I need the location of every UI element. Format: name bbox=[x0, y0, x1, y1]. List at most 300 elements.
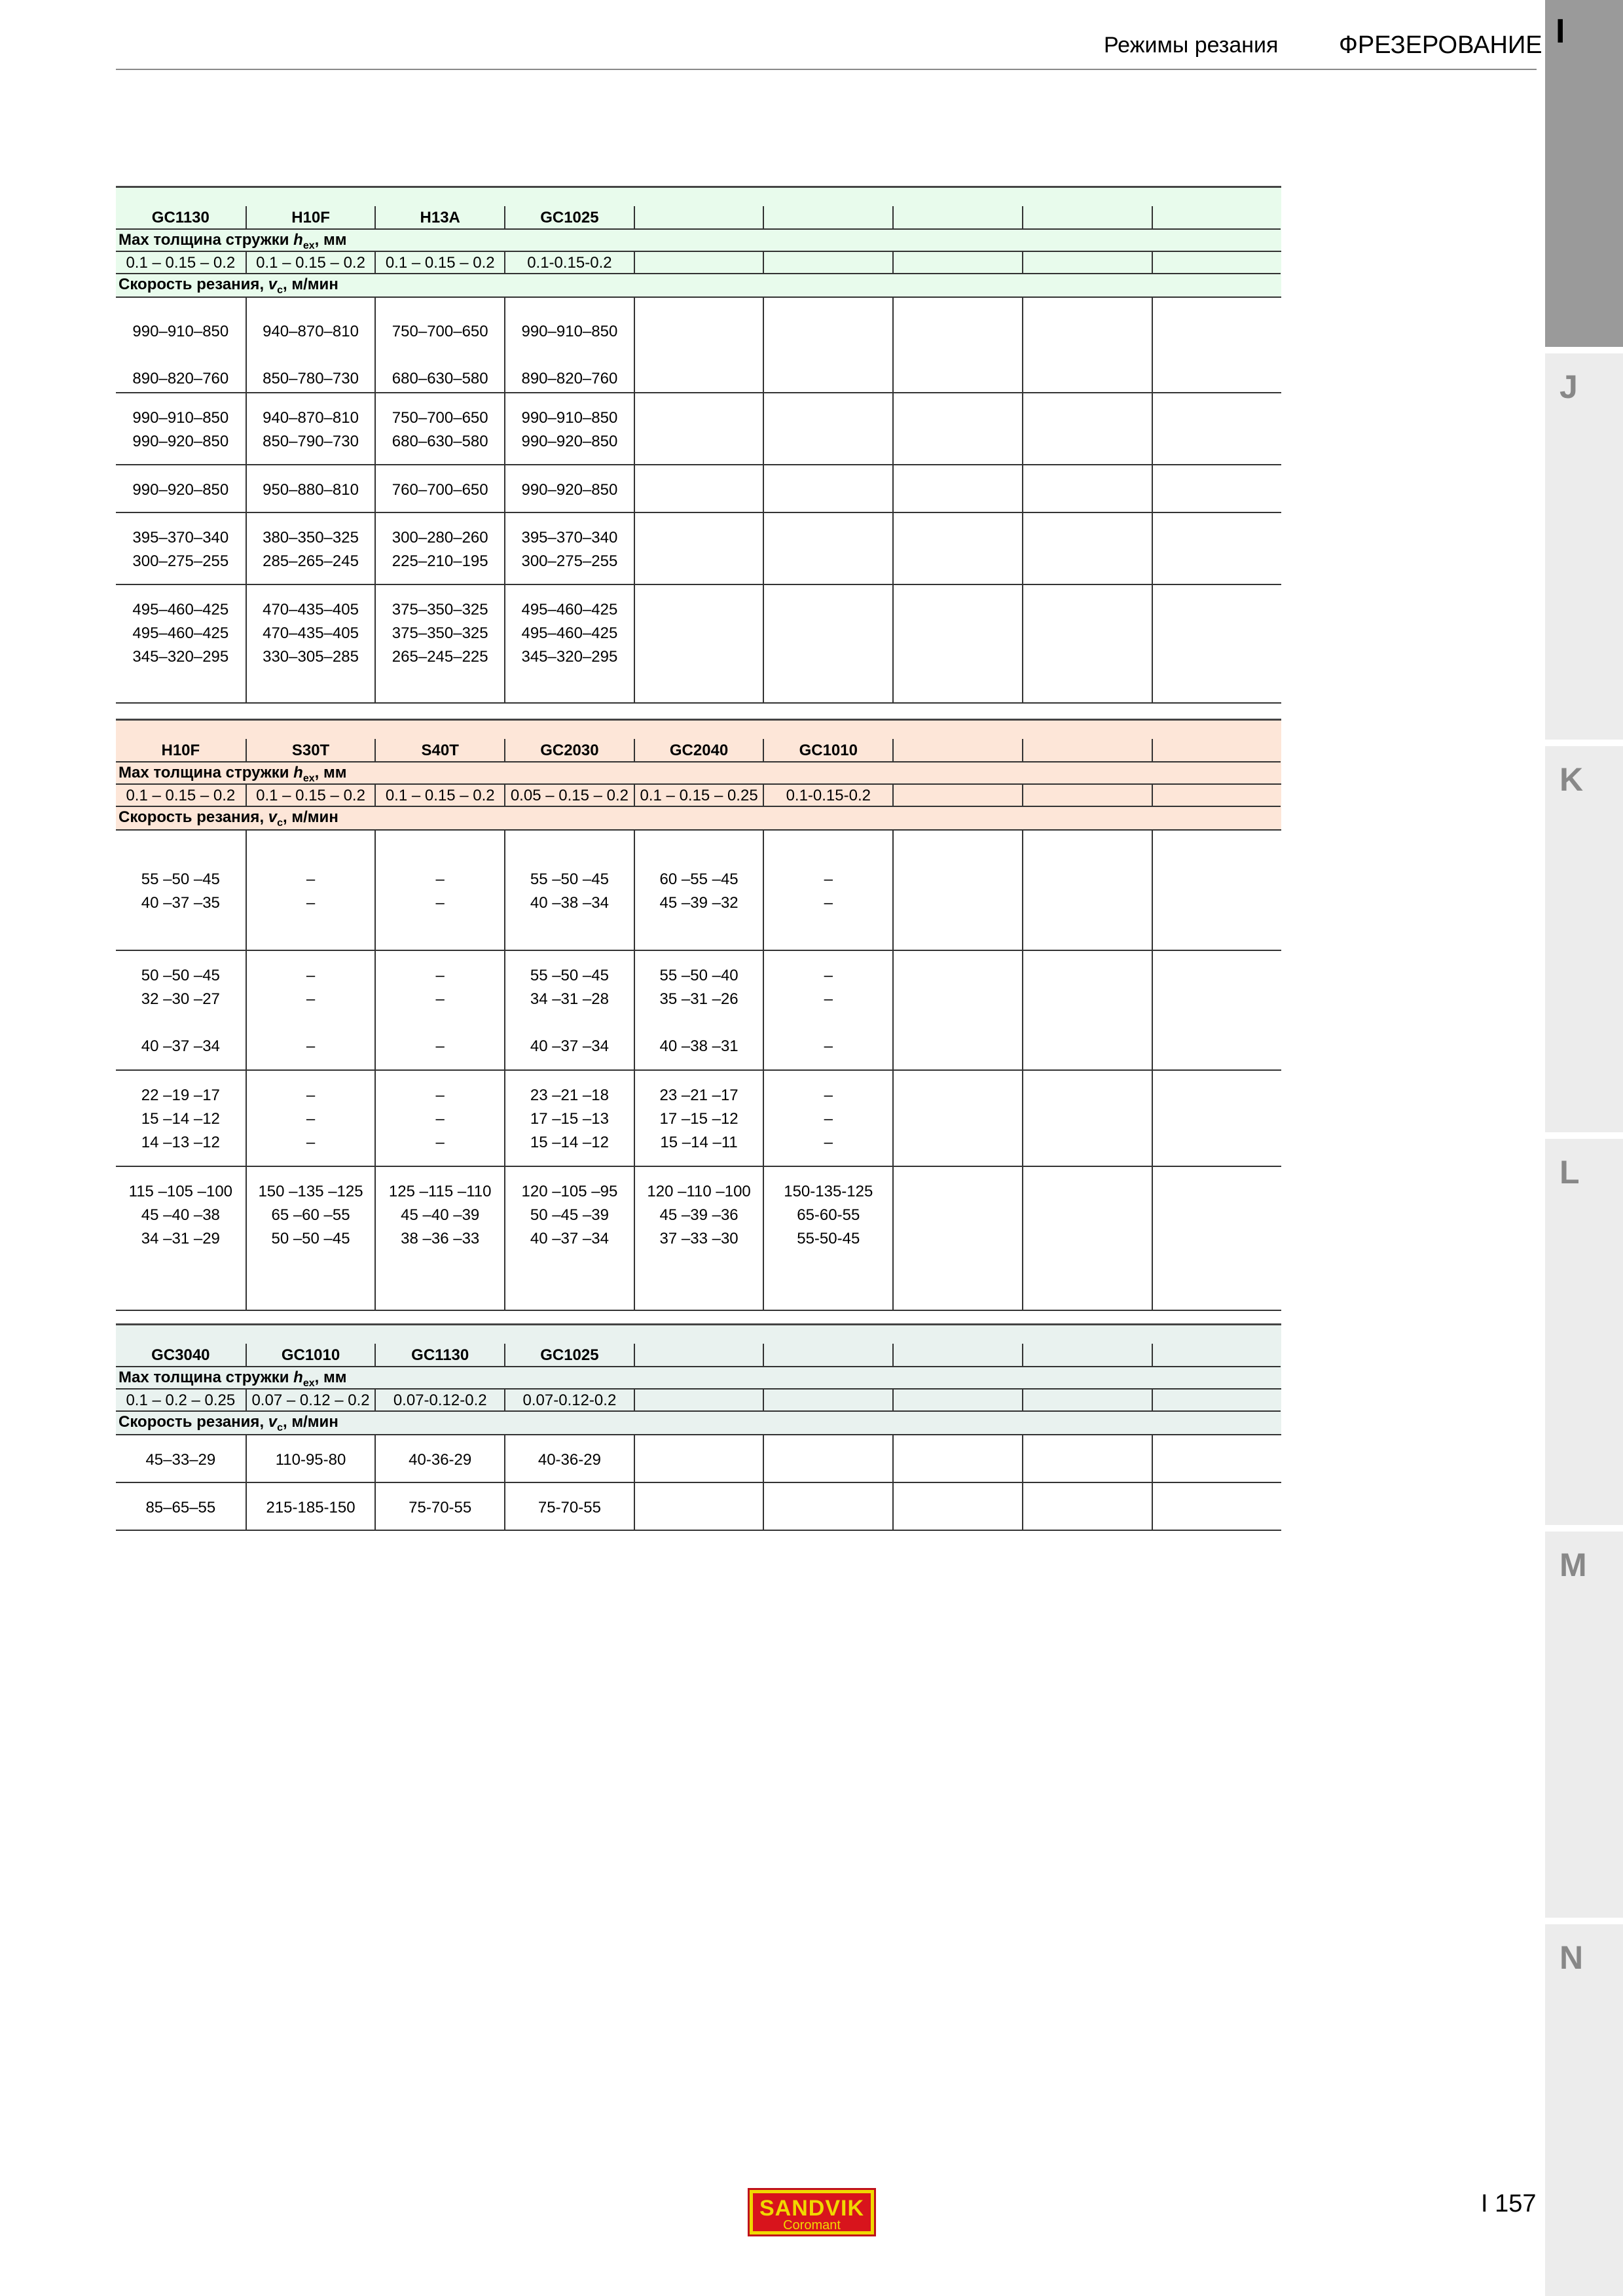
speed-cell bbox=[1152, 298, 1281, 392]
grade-cell: GC1025 bbox=[504, 206, 634, 230]
speed-cell bbox=[374, 1483, 504, 1530]
chip-thickness-cell: 0.07 – 0.12 – 0.2 bbox=[246, 1390, 375, 1412]
speed-cell bbox=[763, 951, 892, 1069]
speed-value: – bbox=[824, 1037, 833, 1055]
speed-cell bbox=[504, 513, 634, 584]
chip-thickness-cell: 0.1-0.15-0.2 bbox=[504, 252, 634, 274]
tab-j[interactable]: J bbox=[1545, 353, 1623, 740]
speed-value: 375–350–325 bbox=[392, 624, 488, 642]
speed-group bbox=[116, 1435, 1281, 1483]
speed-value: 50 –50 –45 bbox=[271, 1230, 350, 1247]
chip-thickness-cell: 0.1 – 0.15 – 0.2 bbox=[374, 785, 504, 807]
speed-value: 470–435–405 bbox=[263, 601, 359, 619]
speed-cell bbox=[246, 1167, 375, 1310]
chip-thickness-cell bbox=[892, 785, 1022, 807]
speed-value: – bbox=[435, 1110, 445, 1128]
speed-value: 680–630–580 bbox=[392, 370, 488, 387]
cutting-data-table-1 bbox=[116, 186, 1281, 704]
speed-value: 23 –21 –17 bbox=[659, 1086, 739, 1104]
grade-header-row bbox=[116, 206, 1281, 230]
speed-cell bbox=[892, 1167, 1022, 1310]
speed-value: 345–320–295 bbox=[521, 648, 618, 666]
speed-cell bbox=[374, 393, 504, 464]
speed-cell bbox=[892, 1483, 1022, 1530]
speed-value: 40 –37 –34 bbox=[141, 1037, 220, 1055]
tab-m[interactable]: M bbox=[1545, 1532, 1623, 1918]
speed-cell bbox=[892, 831, 1022, 950]
speed-value: 990–910–850 bbox=[132, 323, 229, 340]
speed-value: 120 –110 –100 bbox=[647, 1183, 751, 1200]
speed-value: 990–920–850 bbox=[132, 481, 229, 499]
speed-value: 225–210–195 bbox=[392, 552, 488, 570]
speed-cell bbox=[634, 1167, 763, 1310]
chip-thickness-cell: 0.1 – 0.15 – 0.2 bbox=[374, 252, 504, 274]
speed-cell bbox=[634, 585, 763, 702]
page-number: I 157 bbox=[1481, 2190, 1537, 2217]
speed-value: 40 –37 –34 bbox=[530, 1037, 609, 1055]
speed-value: 375–350–325 bbox=[392, 601, 488, 619]
speed-value: 750–700–650 bbox=[392, 323, 488, 340]
speed-value: 40-36-29 bbox=[538, 1451, 601, 1469]
speed-group bbox=[116, 298, 1281, 393]
tab-n[interactable]: N bbox=[1545, 1924, 1623, 2296]
speed-value: 395–370–340 bbox=[521, 529, 618, 547]
chapter-title: ФРЕЗЕРОВАНИЕ bbox=[1339, 31, 1542, 59]
speed-value: 32 –30 –27 bbox=[141, 990, 220, 1008]
speed-value: – bbox=[435, 894, 445, 912]
speed-value: 65 –60 –55 bbox=[271, 1206, 350, 1224]
header-rule bbox=[116, 69, 1537, 70]
speed-cell bbox=[892, 393, 1022, 464]
speed-value: 495–460–425 bbox=[521, 624, 618, 642]
speed-value: 750–700–650 bbox=[392, 409, 488, 427]
speed-cell bbox=[1152, 513, 1281, 584]
speed-value: – bbox=[824, 870, 833, 888]
speed-cell bbox=[1152, 1071, 1281, 1166]
speed-cell bbox=[246, 585, 375, 702]
grade-cell: GC2030 bbox=[504, 739, 634, 762]
speed-value: 495–460–425 bbox=[521, 601, 618, 619]
speed-value: 50 –45 –39 bbox=[530, 1206, 609, 1224]
chip-thickness-cell: 0.07-0.12-0.2 bbox=[374, 1390, 504, 1412]
speed-group bbox=[116, 1167, 1281, 1311]
speed-value: 470–435–405 bbox=[263, 624, 359, 642]
speed-value: – bbox=[435, 967, 445, 984]
grade-cell: S30T bbox=[246, 739, 375, 762]
grade-cell: GC1130 bbox=[374, 1344, 504, 1367]
speed-group bbox=[116, 831, 1281, 951]
speed-group bbox=[116, 465, 1281, 513]
speed-value: – bbox=[824, 990, 833, 1008]
speed-cell bbox=[1022, 1435, 1152, 1482]
speed-value: 680–630–580 bbox=[392, 433, 488, 450]
chip-thickness-cell: 0.1 – 0.2 – 0.25 bbox=[116, 1390, 246, 1412]
chip-thickness-label: Max толщина стружки $h_{ex}$, мм bbox=[116, 230, 1281, 252]
speed-cell bbox=[634, 393, 763, 464]
speed-value: 65-60-55 bbox=[797, 1206, 860, 1224]
speed-cell bbox=[1022, 513, 1152, 584]
speed-cell bbox=[634, 513, 763, 584]
speed-cell bbox=[116, 951, 246, 1069]
speed-value: 45 –39 –32 bbox=[659, 894, 739, 912]
grade-cell bbox=[1022, 1344, 1152, 1367]
speed-value: 345–320–295 bbox=[132, 648, 229, 666]
chip-thickness-row bbox=[116, 785, 1281, 807]
speed-value: 37 –33 –30 bbox=[659, 1230, 739, 1247]
speed-group bbox=[116, 1071, 1281, 1167]
grade-header-row bbox=[116, 739, 1281, 762]
chip-thickness-row bbox=[116, 252, 1281, 274]
chip-thickness-cell bbox=[634, 252, 763, 274]
speed-value: 850–790–730 bbox=[263, 433, 359, 450]
speed-value: 34 –31 –28 bbox=[530, 990, 609, 1008]
speed-cell bbox=[763, 1483, 892, 1530]
speed-value: 55 –50 –40 bbox=[659, 967, 739, 984]
speed-value: 990–920–850 bbox=[132, 433, 229, 450]
chip-thickness-cell bbox=[1022, 252, 1152, 274]
speed-cell bbox=[1022, 1071, 1152, 1166]
chip-thickness-cell bbox=[1152, 1390, 1281, 1412]
sandvik-logo: SANDVIK Coromant bbox=[748, 2188, 876, 2236]
speed-cell bbox=[634, 831, 763, 950]
speed-cell bbox=[1152, 831, 1281, 950]
speed-value: 380–350–325 bbox=[263, 529, 359, 547]
speed-value: 55-50-45 bbox=[797, 1230, 860, 1247]
speed-value: – bbox=[435, 870, 445, 888]
speed-value: 940–870–810 bbox=[263, 409, 359, 427]
section-title: Режимы резания bbox=[1104, 33, 1279, 58]
speed-value: 265–245–225 bbox=[392, 648, 488, 666]
speed-cell bbox=[1022, 393, 1152, 464]
speed-cell bbox=[504, 1483, 634, 1530]
speed-cell bbox=[246, 1071, 375, 1166]
speed-cell bbox=[116, 1167, 246, 1310]
speed-cell bbox=[504, 1167, 634, 1310]
speed-value: – bbox=[435, 1086, 445, 1104]
chip-thickness-cell bbox=[763, 1390, 892, 1412]
speed-cell bbox=[892, 465, 1022, 512]
cutting-speed-data bbox=[116, 831, 1281, 1311]
speed-cell bbox=[892, 513, 1022, 584]
speed-value: 17 –15 –12 bbox=[659, 1110, 739, 1128]
speed-value: 75-70-55 bbox=[409, 1499, 472, 1516]
speed-cell bbox=[1022, 1483, 1152, 1530]
speed-cell bbox=[892, 951, 1022, 1069]
speed-cell bbox=[116, 513, 246, 584]
speed-value: 330–305–285 bbox=[263, 648, 359, 666]
speed-value: 990–910–850 bbox=[521, 409, 618, 427]
speed-value: 75-70-55 bbox=[538, 1499, 601, 1516]
speed-value: 110-95-80 bbox=[275, 1451, 346, 1469]
grade-cell: GC1025 bbox=[504, 1344, 634, 1367]
speed-cell bbox=[116, 1071, 246, 1166]
speed-cell bbox=[634, 298, 763, 392]
grade-cell: GC2040 bbox=[634, 739, 763, 762]
speed-value: 55 –50 –45 bbox=[530, 967, 609, 984]
chip-thickness-cell bbox=[763, 252, 892, 274]
chip-thickness-cell bbox=[892, 1390, 1022, 1412]
speed-cell bbox=[246, 951, 375, 1069]
grade-cell bbox=[634, 206, 763, 230]
speed-value: – bbox=[306, 870, 316, 888]
speed-cell bbox=[634, 1071, 763, 1166]
speed-value: – bbox=[306, 1037, 316, 1055]
speed-cell bbox=[1022, 298, 1152, 392]
chip-thickness-cell: 0.1 – 0.15 – 0.2 bbox=[116, 252, 246, 274]
speed-cell bbox=[1152, 1167, 1281, 1310]
speed-value: 990–910–850 bbox=[132, 409, 229, 427]
speed-value: 300–275–255 bbox=[132, 552, 229, 570]
speed-value: 45 –40 –39 bbox=[401, 1206, 480, 1224]
chip-thickness-cell bbox=[1022, 1390, 1152, 1412]
speed-cell bbox=[116, 831, 246, 950]
chip-thickness-cell: 0.07-0.12-0.2 bbox=[504, 1390, 634, 1412]
speed-value: 60 –55 –45 bbox=[659, 870, 739, 888]
speed-cell bbox=[634, 951, 763, 1069]
speed-cell bbox=[1022, 831, 1152, 950]
speed-cell bbox=[634, 1435, 763, 1482]
speed-value: – bbox=[306, 990, 316, 1008]
speed-cell bbox=[892, 298, 1022, 392]
speed-cell bbox=[504, 831, 634, 950]
grade-cell bbox=[892, 1344, 1022, 1367]
speed-cell bbox=[246, 298, 375, 392]
grade-cell bbox=[1022, 206, 1152, 230]
speed-cell bbox=[374, 951, 504, 1069]
speed-cell bbox=[1022, 465, 1152, 512]
speed-value: 150-135-125 bbox=[784, 1183, 873, 1200]
cutting-speed-label: Скорость резания, $v_c$, м/мин bbox=[116, 274, 1281, 298]
speed-value: – bbox=[824, 1110, 833, 1128]
speed-value: 15 –14 –11 bbox=[660, 1134, 738, 1151]
speed-cell bbox=[1152, 585, 1281, 702]
speed-value: 990–910–850 bbox=[521, 323, 618, 340]
speed-cell bbox=[116, 1435, 246, 1482]
speed-cell bbox=[374, 1435, 504, 1482]
speed-cell bbox=[1152, 1483, 1281, 1530]
speed-cell bbox=[504, 393, 634, 464]
speed-value: 215-185-150 bbox=[266, 1499, 356, 1516]
speed-group bbox=[116, 585, 1281, 704]
table-header-band bbox=[116, 188, 1281, 298]
speed-value: – bbox=[306, 1110, 316, 1128]
speed-cell bbox=[1152, 951, 1281, 1069]
speed-value: – bbox=[435, 1134, 445, 1151]
speed-value: 890–820–760 bbox=[132, 370, 229, 387]
speed-cell bbox=[374, 513, 504, 584]
speed-value: 50 –50 –45 bbox=[141, 967, 220, 984]
grade-cell bbox=[1152, 206, 1281, 230]
speed-value: – bbox=[824, 1086, 833, 1104]
chip-thickness-cell: 0.1 – 0.15 – 0.2 bbox=[116, 785, 246, 807]
speed-cell bbox=[374, 1071, 504, 1166]
speed-value: 38 –36 –33 bbox=[401, 1230, 480, 1247]
speed-cell bbox=[763, 1167, 892, 1310]
speed-value: – bbox=[435, 1037, 445, 1055]
speed-group bbox=[116, 513, 1281, 585]
grade-header-row bbox=[116, 1344, 1281, 1367]
speed-cell bbox=[504, 585, 634, 702]
speed-cell bbox=[246, 1435, 375, 1482]
grade-cell bbox=[634, 1344, 763, 1367]
speed-value: 40 –38 –34 bbox=[530, 894, 609, 912]
chip-thickness-cell: 0.1 – 0.15 – 0.25 bbox=[634, 785, 763, 807]
grade-cell bbox=[892, 739, 1022, 762]
table-header-band bbox=[116, 721, 1281, 831]
speed-cell bbox=[374, 585, 504, 702]
speed-cell bbox=[246, 1483, 375, 1530]
speed-value: 14 –13 –12 bbox=[141, 1134, 220, 1151]
speed-value: 150 –135 –125 bbox=[258, 1183, 363, 1200]
chip-thickness-cell bbox=[1022, 785, 1152, 807]
speed-cell bbox=[892, 585, 1022, 702]
speed-cell bbox=[763, 393, 892, 464]
speed-cell bbox=[504, 1435, 634, 1482]
cutting-speed-label: Скорость резания, $v_c$, м/мин bbox=[116, 1412, 1281, 1435]
grade-cell: GC1010 bbox=[246, 1344, 375, 1367]
speed-value: – bbox=[306, 1134, 316, 1151]
speed-value: 495–460–425 bbox=[132, 601, 229, 619]
speed-value: 40 –37 –35 bbox=[141, 894, 220, 912]
chip-thickness-cell bbox=[892, 252, 1022, 274]
speed-value: 300–280–260 bbox=[392, 529, 488, 547]
grade-cell bbox=[763, 206, 892, 230]
speed-cell bbox=[1022, 951, 1152, 1069]
speed-value: 760–700–650 bbox=[392, 481, 488, 499]
speed-value: – bbox=[435, 990, 445, 1008]
cutting-speed-label: Скорость резания, $v_c$, м/мин bbox=[116, 807, 1281, 831]
speed-cell bbox=[763, 298, 892, 392]
grade-cell bbox=[1152, 1344, 1281, 1367]
cutting-speed-data bbox=[116, 1435, 1281, 1531]
speed-cell bbox=[892, 1435, 1022, 1482]
table-header-band bbox=[116, 1325, 1281, 1435]
speed-cell bbox=[763, 1435, 892, 1482]
speed-value: – bbox=[824, 1134, 833, 1151]
speed-cell bbox=[116, 465, 246, 512]
speed-cell bbox=[1152, 1435, 1281, 1482]
speed-cell bbox=[116, 585, 246, 702]
speed-value: 55 –50 –45 bbox=[141, 870, 220, 888]
speed-value: 950–880–810 bbox=[263, 481, 359, 499]
speed-value: 34 –31 –29 bbox=[141, 1230, 220, 1247]
chip-thickness-cell: 0.1 – 0.15 – 0.2 bbox=[246, 252, 375, 274]
cutting-data-table-2 bbox=[116, 719, 1281, 1311]
speed-value: 890–820–760 bbox=[521, 370, 618, 387]
chip-thickness-row bbox=[116, 1390, 1281, 1412]
speed-value: – bbox=[306, 1086, 316, 1104]
grade-cell bbox=[1022, 739, 1152, 762]
speed-cell bbox=[763, 465, 892, 512]
speed-value: 495–460–425 bbox=[132, 624, 229, 642]
speed-cell bbox=[504, 1071, 634, 1166]
chip-thickness-cell: 0.05 – 0.15 – 0.2 bbox=[504, 785, 634, 807]
speed-value: – bbox=[306, 967, 316, 984]
speed-cell bbox=[634, 465, 763, 512]
grade-cell: H10F bbox=[116, 739, 246, 762]
chip-thickness-label: Max толщина стружки $h_{ex}$, мм bbox=[116, 762, 1281, 785]
speed-value: 40-36-29 bbox=[409, 1451, 472, 1469]
tab-k[interactable]: K bbox=[1545, 746, 1623, 1132]
speed-value: – bbox=[824, 894, 833, 912]
speed-cell bbox=[504, 951, 634, 1069]
grade-cell: GC1010 bbox=[763, 739, 892, 762]
tab-i[interactable]: I bbox=[1545, 0, 1623, 347]
speed-value: 285–265–245 bbox=[263, 552, 359, 570]
speed-value: 22 –19 –17 bbox=[141, 1086, 220, 1104]
speed-value: 990–920–850 bbox=[521, 433, 618, 450]
speed-value: 115 –105 –100 bbox=[128, 1183, 233, 1200]
speed-value: 850–780–730 bbox=[263, 370, 359, 387]
speed-cell bbox=[116, 298, 246, 392]
grade-cell: H10F bbox=[246, 206, 375, 230]
speed-value: 23 –21 –18 bbox=[530, 1086, 609, 1104]
speed-cell bbox=[634, 1483, 763, 1530]
speed-value: 85–65–55 bbox=[145, 1499, 216, 1516]
speed-value: 15 –14 –12 bbox=[141, 1110, 220, 1128]
speed-cell bbox=[763, 585, 892, 702]
speed-group bbox=[116, 393, 1281, 465]
speed-cell bbox=[1022, 1167, 1152, 1310]
speed-value: 35 –31 –26 bbox=[659, 990, 739, 1008]
speed-value: 45 –39 –36 bbox=[659, 1206, 739, 1224]
speed-cell bbox=[1152, 393, 1281, 464]
speed-value: 45–33–29 bbox=[145, 1451, 216, 1469]
speed-cell bbox=[763, 1071, 892, 1166]
grade-cell: GC1130 bbox=[116, 206, 246, 230]
grade-cell: GC3040 bbox=[116, 1344, 246, 1367]
speed-cell bbox=[1022, 585, 1152, 702]
speed-value: – bbox=[306, 894, 316, 912]
chip-thickness-cell: 0.1-0.15-0.2 bbox=[763, 785, 892, 807]
chip-thickness-cell bbox=[1152, 785, 1281, 807]
speed-cell bbox=[374, 1167, 504, 1310]
chip-thickness-cell bbox=[1152, 252, 1281, 274]
speed-value: 45 –40 –38 bbox=[141, 1206, 220, 1224]
grade-cell bbox=[763, 1344, 892, 1367]
grade-cell bbox=[892, 206, 1022, 230]
speed-value: 300–275–255 bbox=[521, 552, 618, 570]
speed-value: 940–870–810 bbox=[263, 323, 359, 340]
speed-cell bbox=[116, 1483, 246, 1530]
speed-cell bbox=[763, 513, 892, 584]
speed-cell bbox=[116, 393, 246, 464]
chip-thickness-cell: 0.1 – 0.15 – 0.2 bbox=[246, 785, 375, 807]
chip-thickness-cell bbox=[634, 1390, 763, 1412]
grade-cell: S40T bbox=[374, 739, 504, 762]
speed-cell bbox=[892, 1071, 1022, 1166]
speed-cell bbox=[374, 831, 504, 950]
chip-thickness-label: Max толщина стружки $h_{ex}$, мм bbox=[116, 1367, 1281, 1390]
speed-value: 40 –37 –34 bbox=[530, 1230, 609, 1247]
speed-value: 40 –38 –31 bbox=[659, 1037, 739, 1055]
cutting-speed-data bbox=[116, 298, 1281, 704]
speed-group bbox=[116, 951, 1281, 1071]
speed-value: 120 –105 –95 bbox=[521, 1183, 618, 1200]
speed-cell bbox=[374, 465, 504, 512]
speed-group bbox=[116, 1483, 1281, 1531]
speed-value: 15 –14 –12 bbox=[530, 1134, 609, 1151]
speed-value: 125 –115 –110 bbox=[388, 1183, 492, 1200]
speed-cell bbox=[504, 465, 634, 512]
speed-cell bbox=[1152, 465, 1281, 512]
tab-l[interactable]: L bbox=[1545, 1139, 1623, 1525]
speed-value: 55 –50 –45 bbox=[530, 870, 609, 888]
cutting-data-table-3 bbox=[116, 1323, 1281, 1531]
speed-cell bbox=[504, 298, 634, 392]
speed-cell bbox=[763, 831, 892, 950]
speed-value: – bbox=[824, 967, 833, 984]
